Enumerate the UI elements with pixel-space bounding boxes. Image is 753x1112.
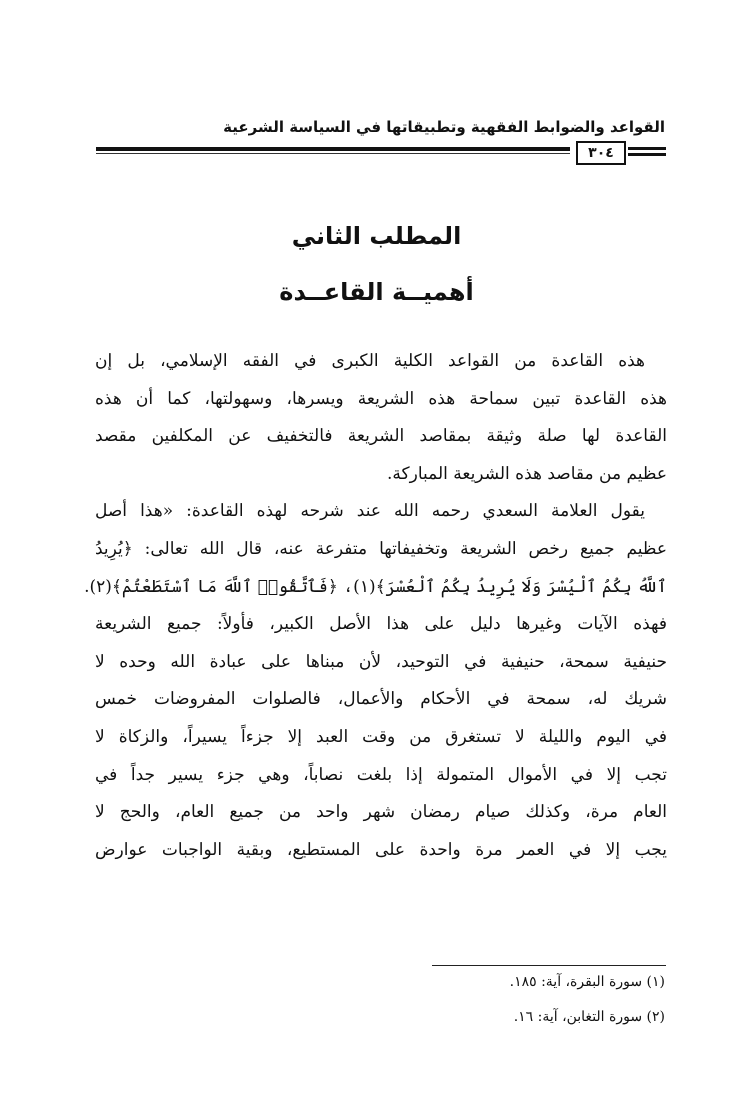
body-line: يقول العلامة السعدي رحمه الله عند شرحه لهذه القاعدة: «هذا أصل [95,501,645,522]
body-line: هذه القاعدة من القواعد الكلية الكبرى في الفقه الإسلامي، بل إن [95,351,645,371]
section-heading: المطلب الثاني [291,222,462,250]
body-line: في اليوم والليلة لا تستغرق من وقت العبد إلا جزءاً يسيراً، والزكاة لا [95,726,667,747]
body-line: هذه القاعدة تبين سماحة هذه الشريعة ويسرها، وسهولتها، كما أن هذه [95,388,667,409]
footnote-2: (٢) سورة التغابن، آية: ١٦. [513,1009,665,1025]
body-text [84,343,667,869]
section-title: أهميــة القاعــدة [279,278,474,306]
body-line: شريك له، سمحة في الأحكام والأعمال، فالصلوات المفروضات خمس [95,689,667,710]
quran-verse-line: ٱللَّهُ بِكُمُ ٱلْيُسْرَ وَلَا يُرِيدُ بِكُمُ ٱلْعُسْرَ﴾(١)، ﴿فَٱتَّقُوا۟ ٱللَّهَ مَا ٱسْتَطَعْتُمْ﴾(٢). [84,576,667,597]
body-line: عظيم جميع رخص الشريعة وتخفيفاتها متفرعة عنه، قال الله تعالى: ﴿يُرِيدُ [95,538,667,559]
header-rule-thin [96,153,570,154]
body-line: فهذه الآيات وغيرها دليل على هذا الأصل الكبير، فأولاً: جميع الشريعة [95,614,667,635]
page-number: ٣٠٤ [576,141,626,165]
body-line: تجب إلا في الأموال المتمولة إذا بلغت نصاباً، وهي جزء يسير جداً في [95,764,667,785]
footnote-1: (١) سورة البقرة، آية: ١٨٥. [509,974,665,990]
running-header-title: القواعد والضوابط الفقهية وتطبيقاتها في السياسة الشرعية [223,118,665,136]
body-line: يجب إلا في العمر مرة واحدة على المستطيع، وبقية الواجبات عوارض [95,839,667,860]
header-rule [96,147,570,151]
body-line: حنيفية سمحة، حنيفية في التوحيد، لأن مبناها على عبادة الله وحده لا [95,651,667,672]
footnote-separator [432,965,666,966]
header-ornament [628,147,666,150]
body-line: عظيم من مقاصد هذه الشريعة المباركة. [387,463,667,484]
body-line: القاعدة لها صلة وثيقة بمقاصد الشريعة فالتخفيف عن المكلفين مقصد [95,426,667,447]
body-line: العام مرة، وكذلك صيام رمضان شهر واحد من جميع العام، والحج لا [95,802,667,823]
